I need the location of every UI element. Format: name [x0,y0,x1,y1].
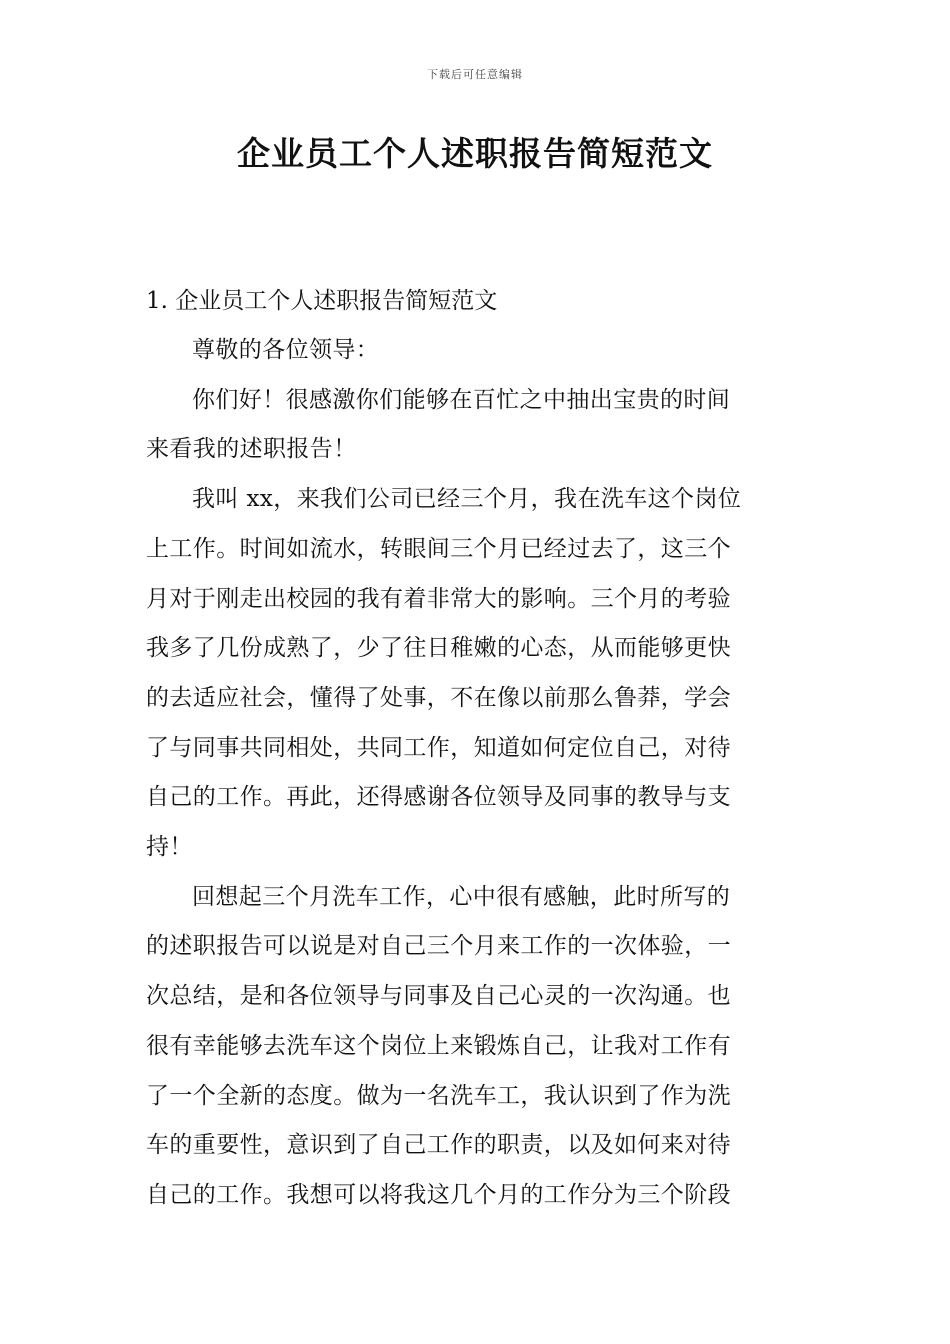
paragraph-line: 持！ [146,834,193,861]
paragraph-line: 了与同事共同相处，共同工作，知道如何定位自己，对待 [146,734,731,761]
paragraph-line: 我叫 xx，来我们公司已经三个月，我在洗车这个岗位 [192,486,742,513]
paragraph-line: 回想起三个月洗车工作，心中很有感触，此时所写的 [192,883,731,910]
document-body [146,277,806,1221]
paragraph-introduction [146,475,806,873]
paragraph-line: 的述职报告可以说是对自己三个月来工作的一次体验，一 [146,933,731,960]
paragraph-reflection [146,873,806,1221]
salutation [146,326,806,376]
paragraph-line: 我多了几份成熟了，少了往日稚嫩的心态，从而能够更快 [146,635,731,662]
section-heading: 1. 企业员工个人述职报告简短范文 [146,288,498,314]
paragraph-line: 上工作。时间如流水，转眼间三个月已经过去了，这三个 [146,535,731,562]
paragraph-line: 来看我的述职报告！ [146,436,357,463]
paragraph-line: 的去适应社会，懂得了处事，不在像以前那么鲁莽，学会 [146,684,731,711]
header-note: 下载后可任意编辑 [427,68,523,81]
paragraph-line: 自己的工作。再此，还得感谢各位领导及同事的教导与支 [146,784,731,811]
paragraph-line: 月对于刚走出校园的我有着非常大的影响。三个月的考验 [146,585,731,612]
paragraph-line: 了一个全新的态度。做为一名洗车工，我认识到了作为洗 [146,1082,731,1109]
document-title: 企业员工个人述职报告简短范文 [237,134,713,173]
salutation-line: 尊敬的各位领导： [192,337,380,363]
paragraph-greeting [146,376,806,475]
paragraph-line: 次总结，是和各位领导与同事及自己心灵的一次沟通。也 [146,983,731,1010]
paragraph-line: 自己的工作。我想可以将我这几个月的工作分为三个阶段 [146,1181,731,1208]
paragraph-line: 你们好！很感激你们能够在百忙之中抽出宝贵的时间 [192,386,731,413]
paragraph-line: 很有幸能够去洗车这个岗位上来锻炼自己，让我对工作有 [146,1032,731,1059]
paragraph-line: 车的重要性，意识到了自己工作的职责，以及如何来对待 [146,1132,731,1159]
